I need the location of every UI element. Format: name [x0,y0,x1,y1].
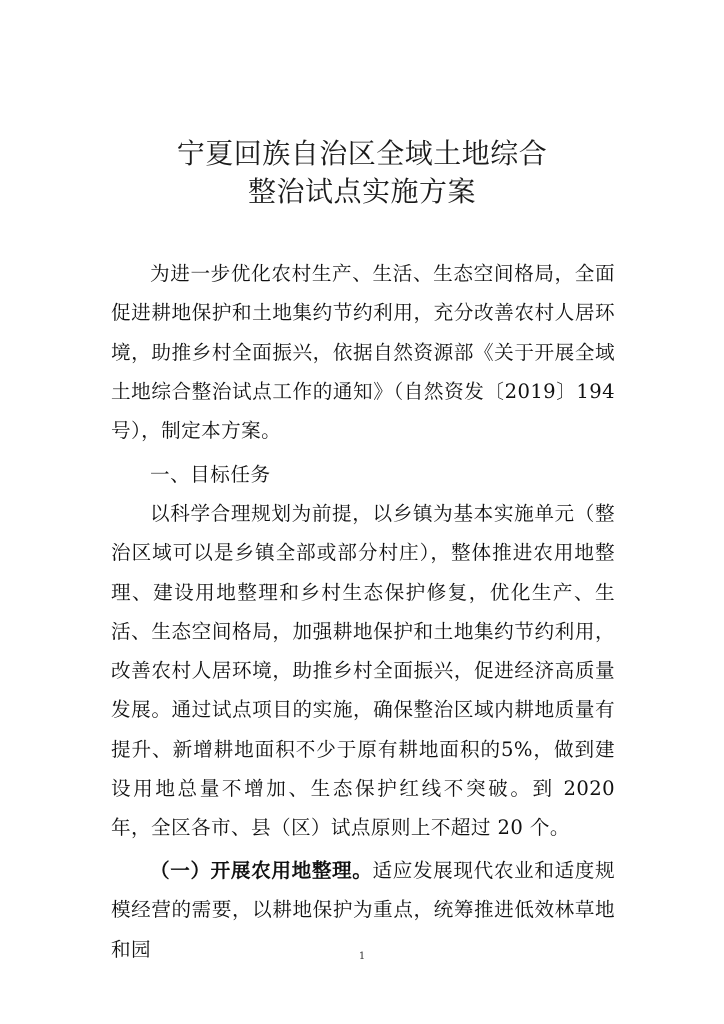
intro-paragraph: 为进一步优化农村生产、生活、生态空间格局，全面促进耕地保护和土地集约节约利用，充分改善农村人居环境，助推乡村全面振兴，依据自然资源部《关于开展全域土地综合整治试点工作的通知》（自然资发〔2019〕194 号），制定本方案。 [111,262,615,443]
document-title-line-1: 宁夏回族自治区全域土地综合 [176,137,548,170]
section-heading-goals: 一、目标任务 [150,463,271,486]
page-number: 1 [358,951,366,962]
subsection-heading-farmland: （一）开展农用地整理。 [150,859,373,882]
document-title-line-2: 整治试点实施方案 [247,175,476,208]
goals-paragraph: 以科学合理规划为前提，以乡镇为基本实施单元（整治区域可以是乡镇全部或部分村庄），整体推进农用地整理、建设用地整理和乡村生态保护修复，优化生产、生活、生态空间格局，加强耕地保护和土地集约节约利用，改善农村人居环境，助推乡村全面振兴，促进经济高质量发展。通过试点项目的实施，确保整治区域内耕地质量有提升、新增耕地面积不少于原有耕地面积的5%，做到建设用地总量不增加、生态保护红线不突破。到 2020 年，全区各市、县（区）试点原则上不超过 20 个。 [111,502,615,840]
subsection-text-farmland: 适应发展现代农业和适度规模经营的需要，以耕地保护为重点，统筹推进低效林草地和园 [111,859,615,961]
